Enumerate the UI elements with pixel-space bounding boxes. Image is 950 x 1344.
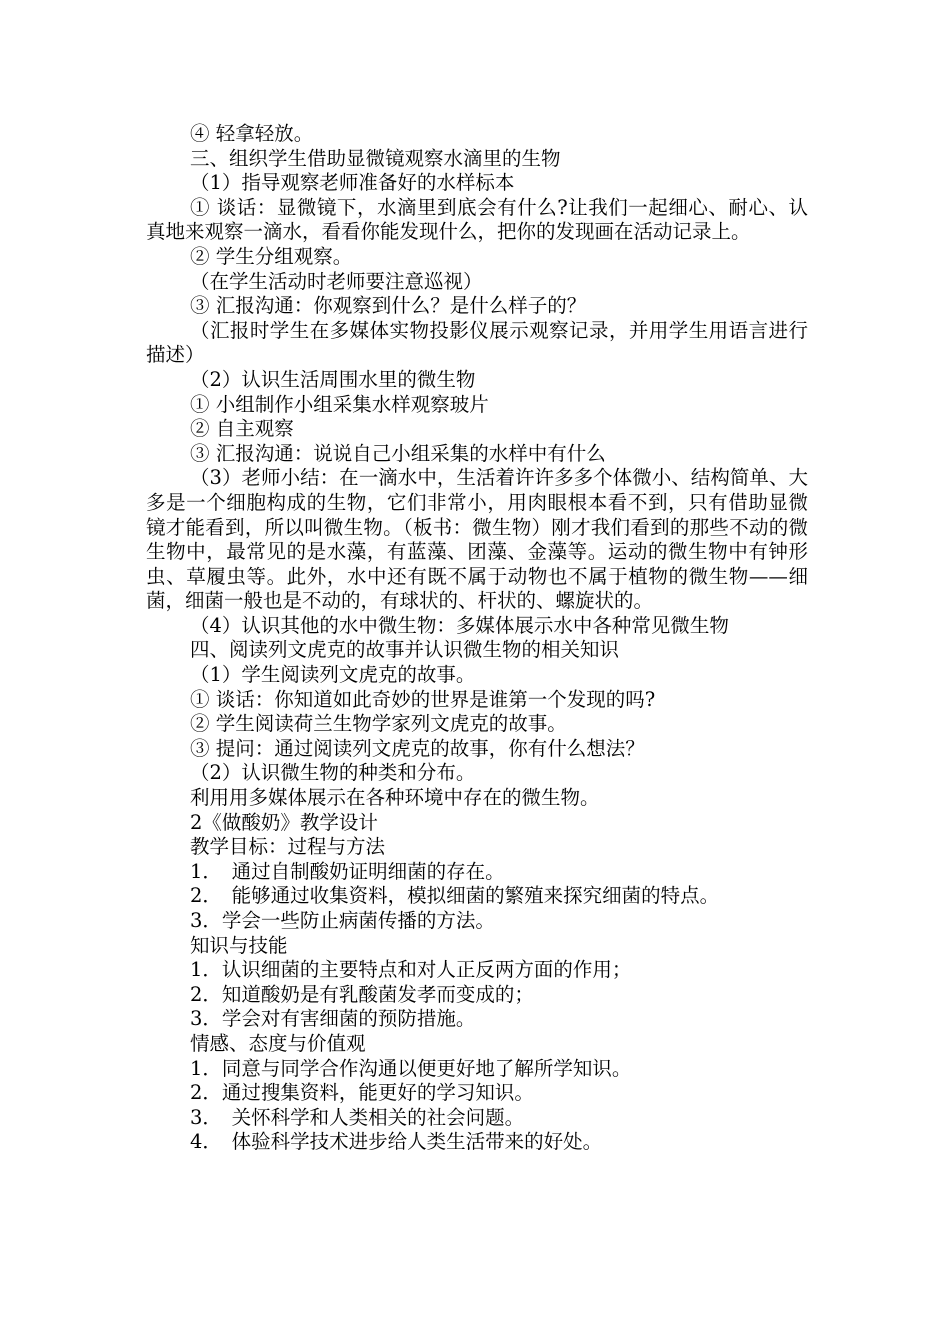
list-item-read-story: ② 学生阅读荷兰生物学家列文虎克的故事。 xyxy=(190,712,567,736)
list-item-question: ③ 提问：通过阅读列文虎克的故事，你有什么想法？ xyxy=(190,736,645,760)
goal-item: 2． 能够通过收集资料，模拟细菌的繁殖来探究细菌的特点。 xyxy=(190,884,720,908)
paragraph-talk-microscope: ① 谈话：显微镜下，水滴里到底会有什么?让我们一起细心、耐心、认真地来观察一滴水，看看你能发现什么，把你的发现画在活动记录上。 xyxy=(146,195,808,244)
lesson-title: 2《做酸奶》教学设计 xyxy=(190,810,378,834)
paragraph-multimedia: 利用用多媒体展示在各种环境中存在的微生物。 xyxy=(190,786,600,810)
attitude-item: 1．同意与同学合作沟通以便更好地了解所学知识。 xyxy=(190,1056,632,1080)
attitude-heading: 情感、态度与价值观 xyxy=(190,1031,366,1055)
subheading-surrounding-water: （2）认识生活周围水里的微生物 xyxy=(190,367,476,391)
document-body xyxy=(146,122,808,1155)
list-item-group-observe: ② 学生分组观察。 xyxy=(190,244,353,268)
subheading-read-story: （1）学生阅读列文虎克的故事。 xyxy=(190,663,476,687)
goal-item: 1． 通过自制酸奶证明细菌的存在。 xyxy=(190,859,505,883)
attitude-item: 4． 体验科学技术进步给人类生活带来的好处。 xyxy=(190,1130,603,1154)
knowledge-heading: 知识与技能 xyxy=(190,933,288,957)
subheading-observe-sample: （1）指导观察老师准备好的水样标本 xyxy=(190,171,515,195)
knowledge-item: 3．学会对有害细菌的预防措施。 xyxy=(190,1007,476,1031)
list-item-make-slide: ① 小组制作小组采集水样观察玻片 xyxy=(190,392,489,416)
paragraph-teacher-summary: （3）老师小结：在一滴水中，生活着许许多多个体微小、结构简单、大多是一个细胞构成的生物，它们非常小，用肉眼根本看不到，只有借助显微镜才能看到，所以叫微生物。（板书：微生物）刚才我们看到的那些不动的微生物中，最常见的是水藻，有蓝藻、团藻、金藻等。运动的微生物中有钟形虫、草履虫等。此外，水中还有既不属于动物也不属于植物的微生物——细菌，细菌一般也是不动的，有球状的、杆状的、螺旋状的。 xyxy=(146,466,808,613)
note-report-projector: （汇报时学生在多媒体实物投影仪展示观察记录，并用学生用语言进行描述） xyxy=(146,318,808,367)
attitude-item: 3． 关怀科学和人类相关的社会问题。 xyxy=(190,1105,525,1129)
list-item-report-sample: ③ 汇报沟通：说说自己小组采集的水样中有什么 xyxy=(190,441,606,465)
section-heading-4: 四、阅读列文虎克的故事并认识微生物的相关知识 xyxy=(190,638,620,662)
goals-heading: 教学目标：过程与方法 xyxy=(190,835,386,859)
knowledge-item: 2．知道酸奶是有乳酸菌发孝而变成的； xyxy=(190,982,534,1006)
list-item-talk-discover: ① 谈话：你知道如此奇妙的世界是谁第一个发现的吗? xyxy=(190,687,656,711)
section-heading-3: 三、组织学生借助显微镜观察水滴里的生物 xyxy=(190,146,561,170)
list-item-handle-gently: ④ 轻拿轻放。 xyxy=(190,122,314,145)
knowledge-item: 1．认识细菌的主要特点和对人正反两方面的作用； xyxy=(190,958,632,982)
note-teacher-patrol: （在学生活动时老师要注意巡视） xyxy=(190,269,483,293)
list-item-self-observe: ② 自主观察 xyxy=(190,417,294,441)
list-item-report: ③ 汇报沟通：你观察到什么？是什么样子的？ xyxy=(190,294,587,318)
subheading-types-distribution: （2）认识微生物的种类和分布。 xyxy=(190,761,476,785)
subheading-other-microbes: （4）认识其他的水中微生物：多媒体展示水中各种常见微生物 xyxy=(190,613,729,637)
goal-item: 3．学会一些防止病菌传播的方法。 xyxy=(190,909,495,932)
attitude-item: 2．通过搜集资料，能更好的学习知识。 xyxy=(190,1081,534,1105)
